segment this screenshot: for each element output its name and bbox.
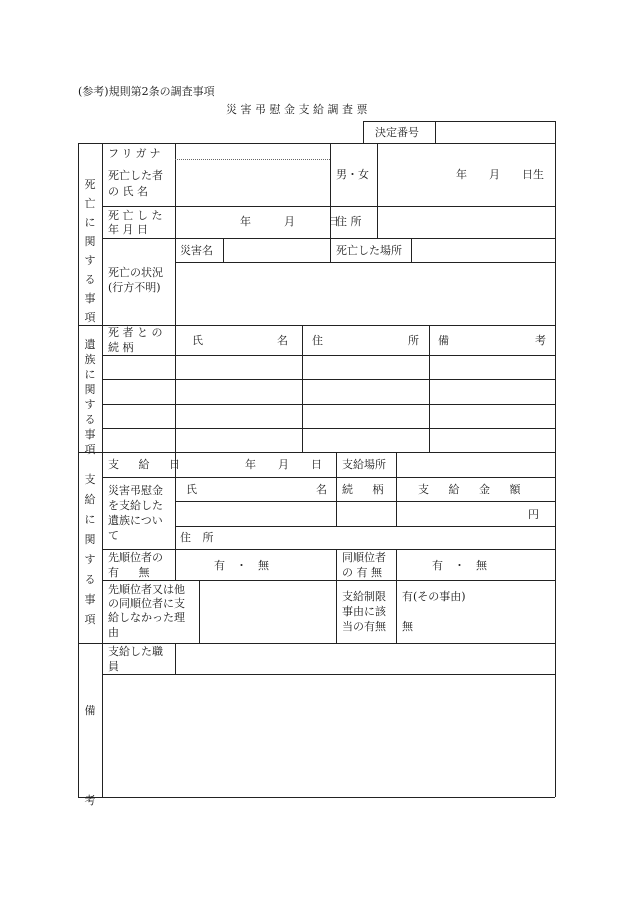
family-row[interactable] [104,430,553,451]
payment-section-label: 支給に関する事項 [84,473,96,626]
circumstances-label-1: 死亡の状況 [108,266,163,279]
same-rank-selector[interactable]: 有 ・ 無 [432,559,487,572]
recipient-address-label: 住 所 [180,531,218,544]
reference-note: (参考)規則第2条の調査事項 [78,85,215,98]
circumstances-field[interactable] [177,264,553,323]
recipient-label-1: 災害弔慰金 [108,484,163,497]
family-section-label: 遺族に関する事項 [84,338,96,456]
family-name-header-left: 氏 [192,334,203,347]
reason-label-3: 給しなかった理 [108,611,185,624]
recipient-name-field[interactable] [177,503,334,525]
sex-selector[interactable]: 男・女 [336,168,369,181]
recipient-label-4: て [108,529,119,542]
recipient-label-3: 遺族につい [108,514,163,527]
yen-label: 円 [528,508,539,521]
decision-number-field[interactable] [437,123,553,141]
amount-label: 支 給 金 額 [418,483,529,496]
address-field[interactable] [379,208,553,236]
staff-label-1: 支給した職 [108,645,163,658]
deceased-name-field[interactable] [177,161,328,204]
circumstances-label-2: (行方不明) [108,281,161,294]
disaster-name-label: 災害名 [180,244,213,257]
relation-field[interactable] [338,503,394,525]
address-label: 住 所 [336,215,362,228]
payment-place-field[interactable] [398,454,553,476]
family-row[interactable] [104,406,553,427]
staff-label-2: 員 [108,660,119,673]
family-name-header-right: 名 [277,334,288,347]
same-rank-label-2: の 有 無 [342,566,382,579]
family-address-header-right: 所 [408,334,419,347]
remarks-field[interactable] [104,676,553,795]
death-date-label-1: 死 亡 し た [108,209,163,222]
restriction-no-option[interactable]: 無 [402,620,413,633]
death-date-label-2: 年 月 日 [108,223,148,236]
remarks-section-label: 備 考 [84,704,107,807]
reason-label-4: 由 [108,626,119,639]
reason-label-2: の同順位者に支 [108,597,185,610]
family-row[interactable] [104,381,553,403]
prior-rank-label-2: 有 無 [108,566,158,579]
deceased-name-label-2: の 氏 名 [108,185,148,198]
birthdate-label: 年 月 日生 [456,168,544,181]
reason-field[interactable] [201,582,334,641]
decision-number-label: 決定番号 [375,126,419,139]
restriction-yes-option[interactable]: 有(その事由) [402,590,466,603]
relation-label-2: 続 柄 [108,341,134,354]
reason-label-1: 先順位者又は他 [108,583,185,596]
family-row[interactable] [104,357,553,378]
same-rank-label-1: 同順位者 [342,551,386,564]
recipient-name-left: 氏 [186,483,197,496]
family-remarks-header-left: 備 [438,334,449,347]
restriction-label-1: 支給制限 [342,590,386,603]
restriction-label-2: 事由に該 [342,605,386,618]
death-section-label: 死亡に関する事項 [84,178,96,324]
form-title: 災 害 弔 慰 金 支 給 調 査 票 [226,103,368,116]
prior-rank-label-1: 先順位者の [108,551,163,564]
staff-field[interactable] [177,645,553,672]
payment-date-field[interactable]: 年 月 日 [245,458,322,471]
furigana-label: フリガナ [108,147,164,160]
death-place-label: 死亡した場所 [336,244,402,257]
relation-label: 続 柄 [342,483,392,496]
payment-place-label: 支給場所 [342,458,386,471]
death-place-field[interactable] [413,240,553,260]
recipient-label-2: を支給した [108,499,163,512]
family-remarks-header-right: 考 [535,334,546,347]
furigana-field[interactable] [177,145,328,158]
relation-label-1: 死 者 と の [108,326,163,339]
restriction-label-3: 当の有無 [342,620,386,633]
disaster-name-field[interactable] [225,240,328,260]
recipient-name-right: 名 [316,483,327,496]
death-date-field[interactable]: 年 月 日 [240,215,339,228]
prior-rank-selector[interactable]: 有 ・ 無 [214,559,269,572]
payment-date-label: 支 給 日 [108,458,188,471]
deceased-name-label-1: 死亡した者 [108,169,163,182]
family-address-header-left: 住 [312,334,323,347]
